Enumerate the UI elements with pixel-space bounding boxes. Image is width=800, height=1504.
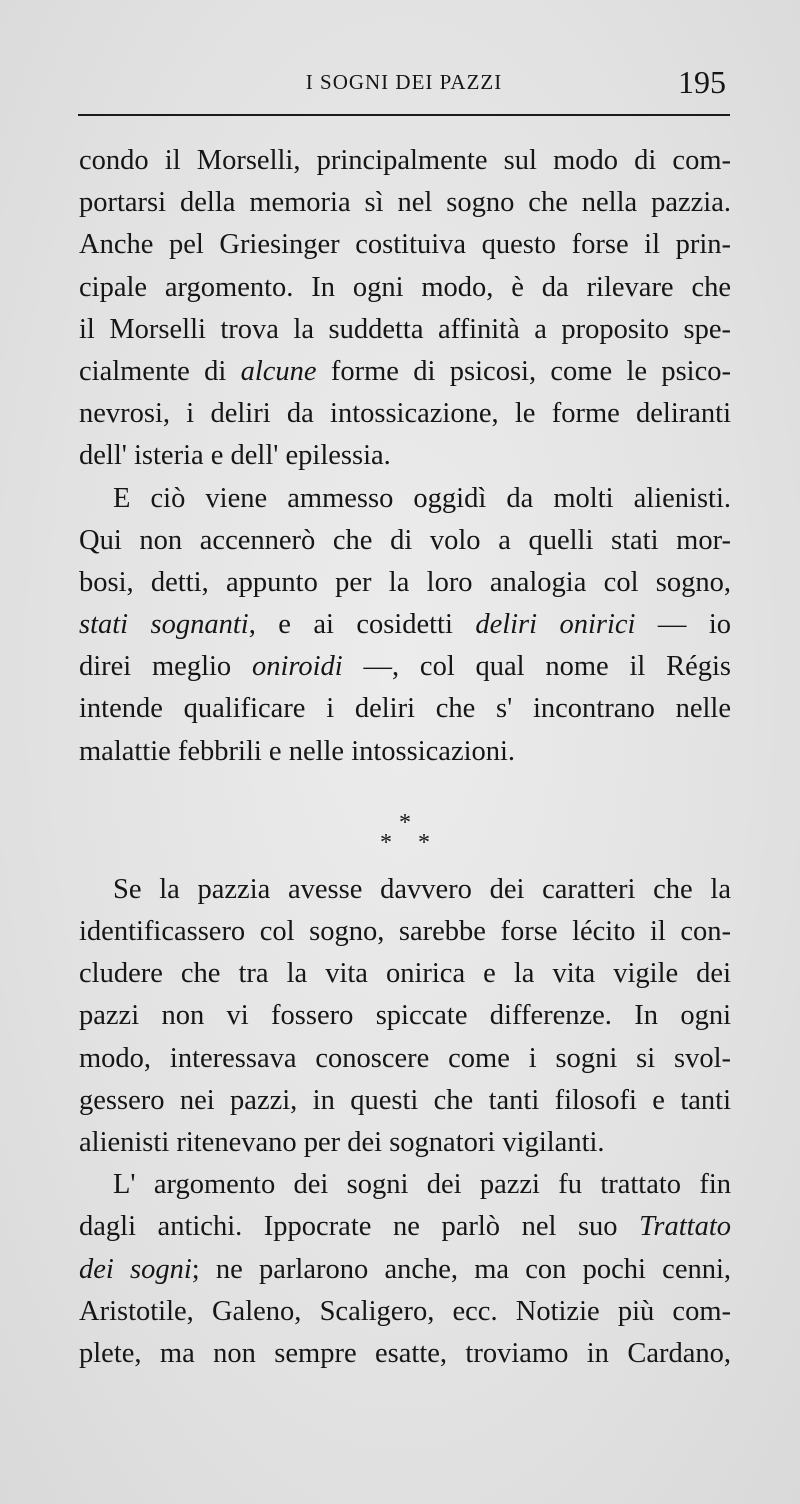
- text-run: ; ne parlarono anche, ma con pochi cenni,: [191, 1253, 731, 1285]
- asterism-separator: [79, 773, 731, 869]
- text-run: — io: [635, 609, 731, 641]
- text-line: cludere che tra la vita onirica e la vita vigile dei: [79, 958, 731, 990]
- text-line: identificassero col sogno, sarebbe forse lécito il con-: [79, 916, 731, 947]
- text-line: [79, 1206, 731, 1248]
- text-run: cialmente di: [79, 355, 241, 387]
- italic-run: Trattato: [639, 1211, 731, 1243]
- text-line: Aristotile, Galeno, Scaligero, ecc. Notizie più com-: [79, 1295, 731, 1327]
- text-line: bosi, detti, appunto per la loro analogia col sogno,: [79, 566, 731, 598]
- italic-run: dei sogni: [79, 1253, 192, 1285]
- text-line: modo, interessava conoscere come i sogni si svol-: [79, 1042, 731, 1074]
- text-run: , e ai cosidetti: [248, 609, 476, 641]
- text-line: plete, ma non sempre esatte, troviamo in Cardano,: [79, 1337, 731, 1369]
- text-run: —, col qual nome il Régis: [342, 651, 731, 683]
- text-run: dagli antichi. Ippocrate ne parlò nel suo: [79, 1211, 640, 1243]
- text-line: dell' isteria e dell' epilessia.: [79, 440, 391, 472]
- text-line: cipale argomento. In ogni modo, è da rilevare che: [79, 271, 731, 303]
- text-run: direi meglio: [79, 651, 252, 683]
- text-line: [79, 1249, 731, 1291]
- asterism-top: *: [399, 809, 411, 836]
- text-line: nevrosi, i deliri da intossicazione, le forme deliranti: [79, 398, 731, 430]
- text-line: Se la pazzia avesse davvero dei caratteri che la: [113, 873, 731, 905]
- text-line: gessero nei pazzi, in questi che tanti filosofi e tanti: [79, 1084, 731, 1116]
- italic-run: stati sognanti: [79, 609, 249, 641]
- page-header: [78, 64, 730, 108]
- text-line: portarsi della memoria sì nel sogno che nella pazzia.: [79, 187, 731, 219]
- text-line: alienisti ritenevano per dei sognatori vigilanti.: [79, 1126, 605, 1158]
- paragraph-2: [79, 478, 731, 773]
- asterism-bottom: * *: [380, 829, 440, 856]
- paragraph-1: [79, 140, 731, 478]
- page-number: 195: [678, 64, 726, 100]
- italic-run: deliri onirici: [475, 609, 636, 641]
- running-head: I SOGNI DEI PAZZI: [305, 70, 503, 94]
- paragraph-3: [79, 869, 731, 1164]
- text-line: E ciò viene ammesso oggidì da molti alienisti.: [113, 482, 731, 514]
- text-line: Anche pel Griesinger costituiva questo forse il prin-: [79, 229, 731, 261]
- header-rule: [78, 114, 730, 116]
- text-line: L' argomento dei sogni dei pazzi fu trattato fin: [113, 1169, 731, 1201]
- text-line: [79, 351, 731, 393]
- text-line: [79, 604, 731, 646]
- body-text: [79, 140, 731, 1375]
- italic-run: alcune: [240, 355, 317, 387]
- text-line: il Morselli trova la suddetta affinità a proposito spe-: [79, 313, 731, 345]
- text-line: intende qualificare i deliri che s' incontrano nelle: [79, 693, 731, 725]
- italic-run: oniroidi: [251, 651, 343, 683]
- text-line: condo il Morselli, principalmente sul modo di com-: [79, 145, 731, 176]
- text-line: Qui non accennerò che di volo a quelli stati mor-: [79, 524, 731, 556]
- text-line: pazzi non vi fossero spiccate differenze. In ogni: [79, 1000, 731, 1032]
- text-line: malattie febbrili e nelle intossicazioni.: [79, 735, 516, 767]
- text-line: [79, 646, 731, 688]
- text-run: forme di psicosi, come le psico-: [316, 355, 731, 387]
- paragraph-4: [79, 1164, 731, 1375]
